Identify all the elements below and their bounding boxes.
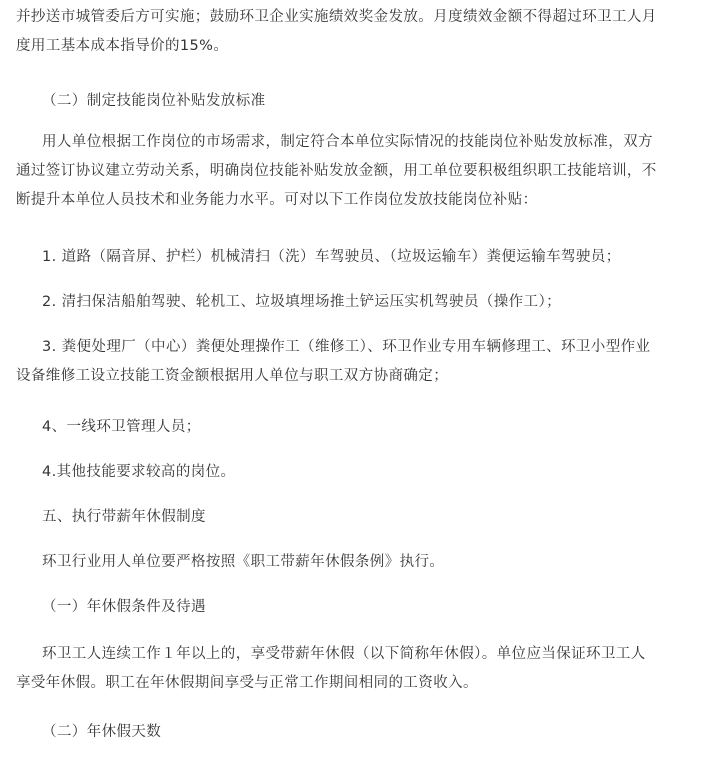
heading-text: （二）年休假天数 (42, 724, 162, 740)
paragraph-annual-leave-rule (16, 548, 692, 577)
list-item-3 (16, 333, 692, 362)
list-item-text: 4.其他技能要求较高的岗位。 (42, 464, 236, 480)
paragraph-line: 用人单位根据工作岗位的市场需求，制定符合本单位实际情况的技能岗位补贴发放标准，双方 (42, 134, 653, 150)
list-item-text: 设备维修工设立技能工资金额根据用人单位与职工双方协商确定； (16, 368, 449, 384)
paragraph-line: 并抄送市城管委后方可实施；鼓励环卫企业实施绩效奖金发放。月度绩效金额不得超过环卫工人月 (16, 9, 657, 25)
list-item-3-cont (16, 362, 692, 391)
paragraph-line: 通过签订协议建立劳动关系，明确岗位技能补贴发放金额，用工单位要积极组织职工技能培训，不 (16, 163, 657, 179)
heading-leave-conditions (16, 593, 692, 622)
list-item-5 (16, 458, 692, 487)
list-item-text: 3. 粪便处理厂（中心）粪便处理操作工（维修工）、环卫作业专用车辆修理工、环卫小型作业 (42, 339, 651, 355)
heading-section-5 (16, 503, 692, 532)
heading-leave-days (16, 718, 692, 747)
list-item-2 (16, 288, 692, 317)
heading-text: （二）制定技能岗位补贴发放标准 (42, 93, 266, 109)
paragraph-line: 享受年休假。职工在年休假期间享受与正常工作期间相同的工资收入。 (16, 675, 478, 691)
paragraph-leave-conditions (16, 640, 692, 669)
paragraph-skill-subsidy-cont (16, 157, 692, 215)
paragraph-skill-subsidy (16, 128, 692, 157)
paragraph-performance-bonus (16, 3, 692, 61)
paragraph-line: 环卫工人连续工作１年以上的，享受带薪年休假（以下简称年休假）。单位应当保证环卫工人 (42, 646, 646, 662)
list-item-text: 2. 清扫保洁船舶驾驶、轮机工、垃圾填埋场推土铲运压实机驾驶员（操作工）； (42, 294, 561, 310)
paragraph-line: 断提升本单位人员技术和业务能力水平。可对以下工作岗位发放技能岗位补贴： (16, 192, 538, 208)
paragraph-leave-conditions-cont (16, 669, 692, 698)
paragraph-line: 度用工基本成本指导价的15%。 (16, 38, 229, 54)
list-item-text: 1. 道路（隔音屏、护栏）机械清扫（洗）车驾驶员、（垃圾运输车）粪便运输车驾驶员； (42, 249, 621, 265)
heading-skill-subsidy-standard (16, 87, 692, 116)
paragraph-line: 环卫行业用人单位要严格按照《职工带薪年休假条例》执行。 (42, 554, 445, 570)
list-item-1 (16, 243, 692, 272)
heading-text: （一）年休假条件及待遇 (42, 599, 206, 615)
heading-text: 五、执行带薪年休假制度 (42, 509, 206, 525)
list-item-text: 4、一线环卫管理人员； (42, 419, 201, 435)
list-item-4 (16, 413, 692, 442)
